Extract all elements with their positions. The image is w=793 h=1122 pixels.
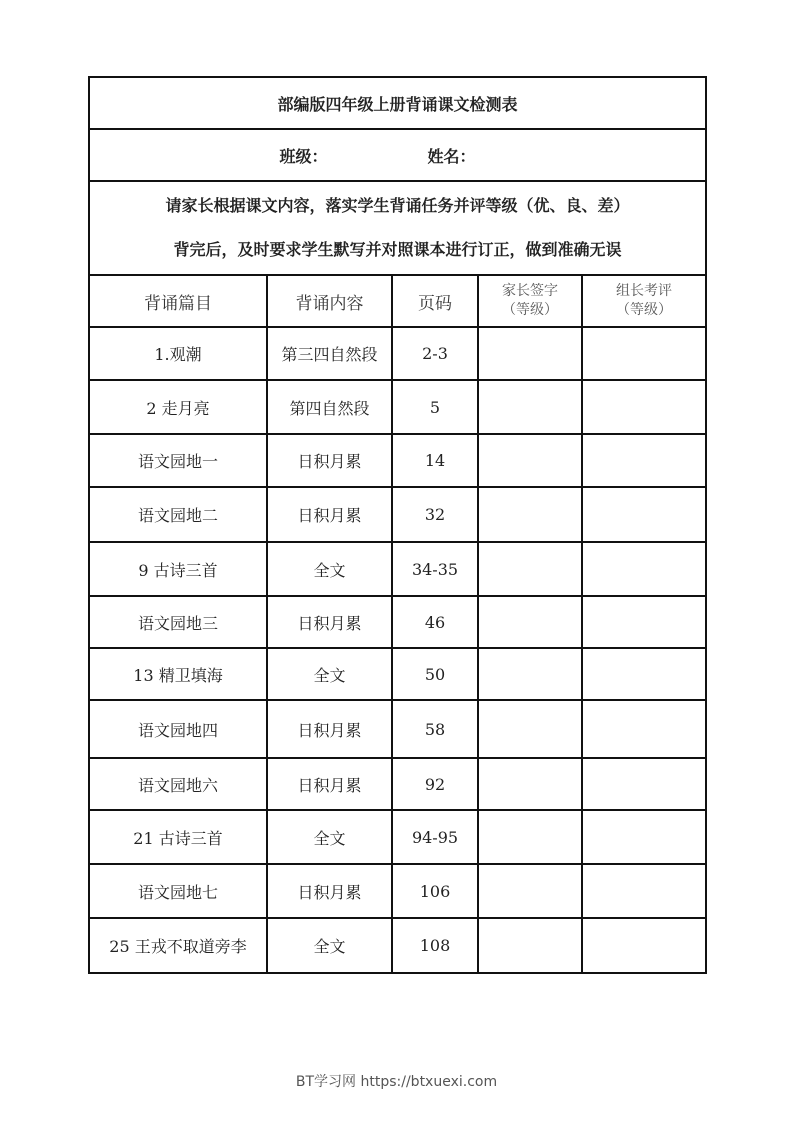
cell-content: 日积月累 [267, 487, 392, 542]
cell-leader-eval[interactable] [582, 487, 706, 542]
cell-leader-eval[interactable] [582, 700, 706, 758]
cell-item: 语文园地六 [89, 758, 267, 810]
cell-item: 25 王戎不取道旁李 [89, 918, 267, 973]
cell-parent-sign[interactable] [478, 758, 582, 810]
cell-parent-sign[interactable] [478, 648, 582, 700]
cell-page: 50 [392, 648, 478, 700]
cell-page: 14 [392, 434, 478, 487]
cell-leader-eval[interactable] [582, 596, 706, 648]
table-row [89, 487, 706, 542]
cell-page: 32 [392, 487, 478, 542]
header-row [89, 275, 706, 327]
cell-page: 94-95 [392, 810, 478, 864]
cell-parent-sign[interactable] [478, 380, 582, 434]
cell-content: 日积月累 [267, 596, 392, 648]
cell-content: 日积月累 [267, 758, 392, 810]
table-row [89, 648, 706, 700]
footer-watermark: BT学习网 https://btxuexi.com [295, 1074, 498, 1090]
table-row [89, 327, 706, 380]
cell-item: 语文园地七 [89, 864, 267, 918]
header-leader-eval-line2: （等级） [616, 302, 673, 318]
cell-content: 第四自然段 [267, 380, 392, 434]
header-parent-sign [478, 275, 582, 327]
cell-parent-sign[interactable] [478, 487, 582, 542]
cell-item: 13 精卫填海 [89, 648, 267, 700]
cell-parent-sign[interactable] [478, 810, 582, 864]
name-label: 姓名： [427, 146, 476, 166]
table-row [89, 434, 706, 487]
cell-content: 全文 [267, 648, 392, 700]
header-content: 背诵内容 [267, 275, 392, 327]
cell-parent-sign[interactable] [478, 700, 582, 758]
cell-content: 全文 [267, 918, 392, 973]
header-page: 页码 [392, 275, 478, 327]
cell-content: 第三四自然段 [267, 327, 392, 380]
cell-leader-eval[interactable] [582, 542, 706, 596]
header-parent-sign-line1: 家长签字 [502, 283, 558, 299]
table-row [89, 918, 706, 973]
cell-item: 9 古诗三首 [89, 542, 267, 596]
header-parent-sign-line2: （等级） [502, 302, 558, 318]
cell-page: 46 [392, 596, 478, 648]
table-row [89, 758, 706, 810]
class-label: 班级： [279, 146, 328, 166]
cell-item: 2 走月亮 [89, 380, 267, 434]
cell-parent-sign[interactable] [478, 434, 582, 487]
cell-content: 日积月累 [267, 700, 392, 758]
header-leader-eval [582, 275, 706, 327]
cell-leader-eval[interactable] [582, 918, 706, 973]
table-row [89, 596, 706, 648]
instructions [89, 181, 706, 275]
cell-content: 日积月累 [267, 434, 392, 487]
cell-page: 92 [392, 758, 478, 810]
cell-item: 语文园地四 [89, 700, 267, 758]
recitation-check-table [88, 76, 707, 974]
cell-page: 106 [392, 864, 478, 918]
table-row [89, 700, 706, 758]
cell-content: 日积月累 [267, 864, 392, 918]
cell-page: 108 [392, 918, 478, 973]
cell-parent-sign[interactable] [478, 542, 582, 596]
cell-leader-eval[interactable] [582, 380, 706, 434]
cell-page: 34-35 [392, 542, 478, 596]
cell-page: 58 [392, 700, 478, 758]
cell-leader-eval[interactable] [582, 648, 706, 700]
cell-leader-eval[interactable] [582, 434, 706, 487]
cell-item: 1.观潮 [89, 327, 267, 380]
cell-item: 21 古诗三首 [89, 810, 267, 864]
table-title: 部编版四年级上册背诵课文检测表 [89, 77, 706, 129]
cell-item: 语文园地一 [89, 434, 267, 487]
cell-leader-eval[interactable] [582, 810, 706, 864]
cell-leader-eval[interactable] [582, 327, 706, 380]
cell-item: 语文园地三 [89, 596, 267, 648]
cell-leader-eval[interactable] [582, 864, 706, 918]
cell-page: 2-3 [392, 327, 478, 380]
cell-parent-sign[interactable] [478, 864, 582, 918]
instruction-line: 背完后，及时要求学生默写并对照课本进行订正，做到准确无误 [173, 240, 622, 259]
cell-parent-sign[interactable] [478, 918, 582, 973]
table-row [89, 864, 706, 918]
header-leader-eval-line1: 组长考评 [616, 283, 673, 299]
cell-content: 全文 [267, 810, 392, 864]
cell-parent-sign[interactable] [478, 327, 582, 380]
cell-content: 全文 [267, 542, 392, 596]
cell-leader-eval[interactable] [582, 758, 706, 810]
table-row [89, 542, 706, 596]
cell-item: 语文园地二 [89, 487, 267, 542]
instruction-line: 请家长根据课文内容，落实学生背诵任务并评等级（优、良、差） [165, 196, 630, 215]
table-row [89, 380, 706, 434]
class-name-row [89, 129, 706, 181]
header-item: 背诵篇目 [89, 275, 267, 327]
cell-parent-sign[interactable] [478, 596, 582, 648]
table-row [89, 810, 706, 864]
cell-page: 5 [392, 380, 478, 434]
